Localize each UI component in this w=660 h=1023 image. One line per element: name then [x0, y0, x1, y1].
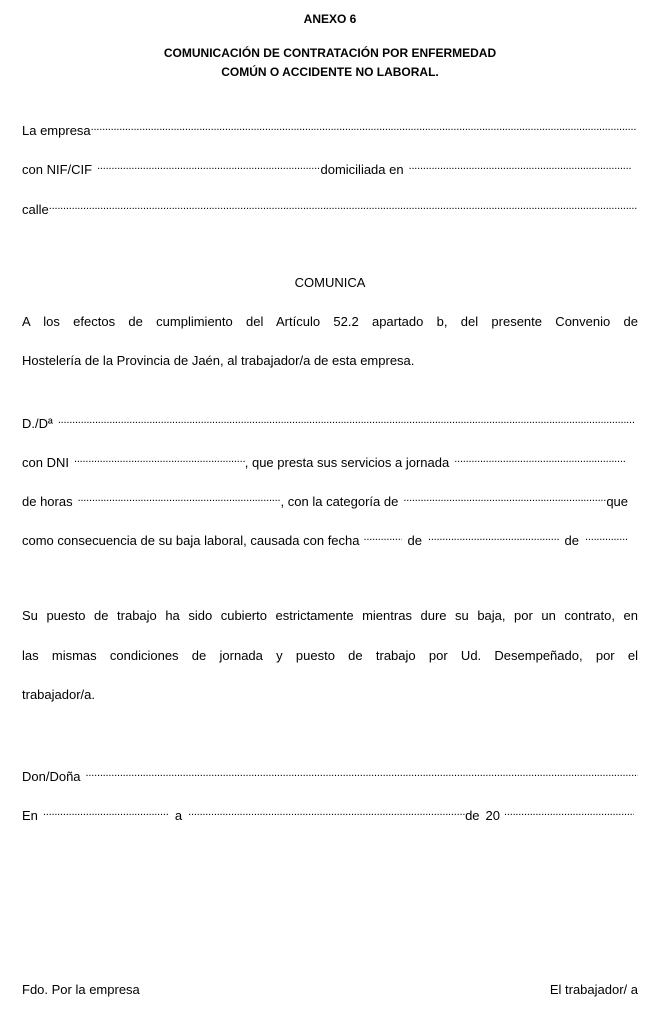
- horas-blank[interactable]: [78, 490, 281, 506]
- year-prefix: 20: [485, 808, 500, 823]
- que-label: que: [606, 494, 629, 509]
- company-label: La empresa: [22, 123, 91, 138]
- jornada-label: , que presta sus servicios a jornada: [244, 455, 450, 470]
- worker-name-blank[interactable]: [58, 412, 634, 428]
- nif-label: con NIF/CIF: [22, 162, 93, 177]
- nif-blank[interactable]: [97, 158, 320, 174]
- baja-day-blank[interactable]: [364, 529, 402, 545]
- baja-date-row: [22, 529, 627, 549]
- comunica-paragraph-line2: Hostelería de la Provincia de Jaén, al trabajador/a de esta empresa.: [22, 353, 415, 368]
- baja-year-blank[interactable]: [585, 529, 627, 545]
- dni-blank[interactable]: [74, 451, 245, 467]
- street-field[interactable]: [22, 198, 638, 218]
- year-blank[interactable]: [504, 804, 634, 820]
- date-day-month-blank[interactable]: [188, 804, 465, 820]
- company-signature-label: Fdo. Por la empresa: [22, 982, 140, 997]
- place-date-row: [22, 804, 634, 824]
- worker-name-field[interactable]: [22, 412, 634, 432]
- baja-label: como consecuencia de su baja laboral, causada con fecha: [22, 533, 360, 548]
- a-label: a: [174, 808, 183, 823]
- company-name-blank[interactable]: [91, 119, 636, 135]
- domicile-blank[interactable]: [409, 158, 632, 174]
- horas-categoria-row: [22, 490, 628, 510]
- comunica-heading: COMUNICA: [294, 275, 366, 290]
- de-label: de: [465, 808, 480, 823]
- don-dona-label: Don/Doña: [22, 769, 81, 784]
- document-title-line2: COMÚN O ACCIDENTE NO LABORAL.: [221, 65, 439, 79]
- document-title-line1: COMUNICACIÓN DE CONTRATACIÓN POR ENFERMEDAD: [163, 46, 497, 60]
- street-label: calle: [22, 202, 49, 217]
- coverage-line3: trabajador/a.: [22, 687, 95, 702]
- coverage-line1: Su puesto de trabajo ha sido cubierto estrictamente mientras dure su baja, por un contrato, en: [22, 608, 638, 623]
- jornada-blank[interactable]: [454, 451, 625, 467]
- baja-de2-label: de: [564, 533, 579, 548]
- dni-jornada-row: [22, 451, 625, 471]
- dni-label: con DNI: [22, 455, 69, 470]
- annex-title: ANEXO 6: [303, 12, 357, 26]
- coverage-line2: las mismas condiciones de jornada y puesto de trabajo por Ud. Desempeñado, por el: [22, 648, 638, 663]
- categoria-label: , con la categoría de: [280, 494, 399, 509]
- categoria-blank[interactable]: [403, 490, 606, 506]
- nif-domicile-row: [22, 158, 632, 178]
- worker-name-label: D./Dª: [22, 416, 53, 431]
- company-name-field[interactable]: [22, 119, 636, 139]
- place-blank[interactable]: [43, 804, 169, 820]
- street-blank[interactable]: [49, 198, 638, 214]
- don-dona-field[interactable]: [22, 765, 638, 785]
- baja-month-blank[interactable]: [428, 529, 559, 545]
- worker-signature-label: El trabajador/ a: [549, 982, 638, 997]
- en-label: En: [22, 808, 38, 823]
- baja-de1-label: de: [407, 533, 422, 548]
- horas-label: de horas: [22, 494, 73, 509]
- don-dona-blank[interactable]: [86, 765, 638, 781]
- domicile-label: domiciliada en: [320, 162, 404, 177]
- comunica-paragraph-line1: A los efectos de cumplimiento del Artículo 52.2 apartado b, del presente Convenio de: [22, 314, 638, 329]
